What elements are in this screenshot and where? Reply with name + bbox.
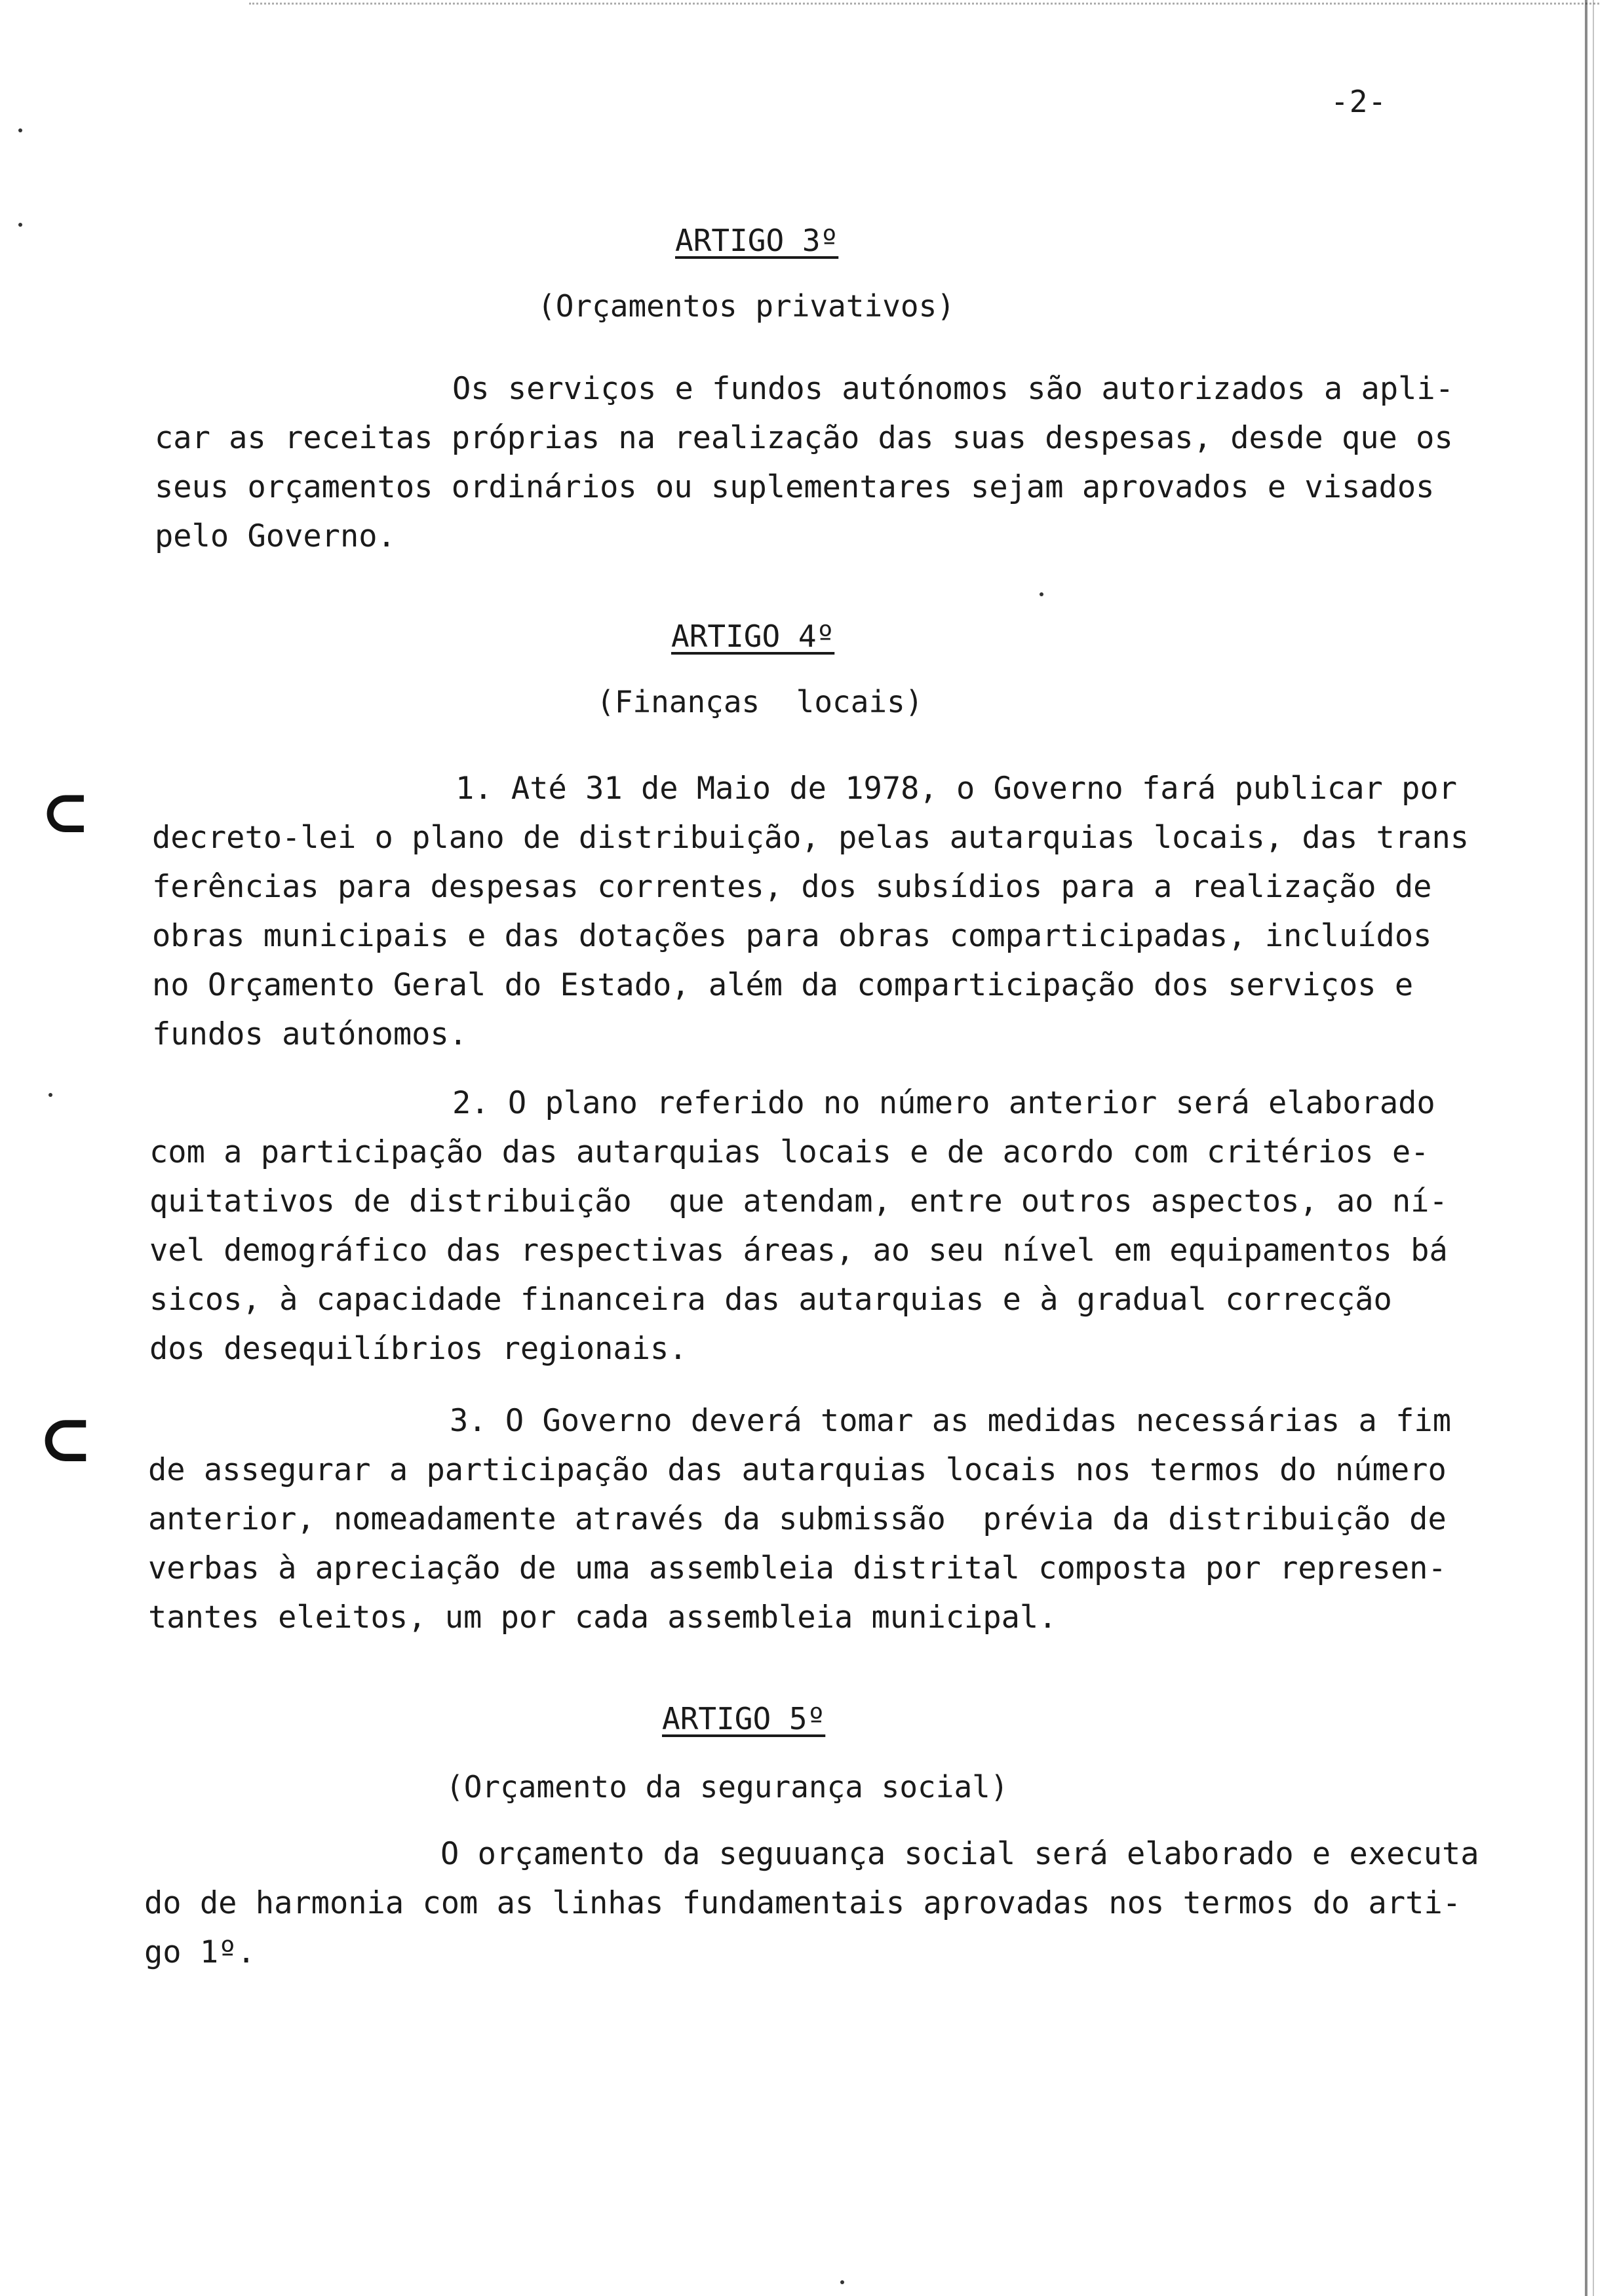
article-4-line: 3. O Governo deverá tomar as medidas necessárias a fim [450,1403,1452,1439]
article-4-line: de assegurar a participação das autarquias locais nos termos do número [148,1452,1447,1488]
article-4-line: tantes eleitos, um por cada assembleia municipal. [148,1599,1057,1636]
article-4-line: obras municipais e das dotações para obras comparticipadas, incluídos [152,918,1432,954]
article-5-line: do de harmonia com as linhas fundamentais aprovadas nos termos do arti- [144,1885,1462,1921]
speck [49,1093,52,1097]
article-4-heading: ARTIGO 4º [671,619,835,654]
article-4-line: anterior, nomeadamente através da submissão prévia da distribuição de [148,1501,1447,1537]
speck [840,2280,844,2284]
article-3-line: car as receitas próprias na realização das suas despesas, desde que os [155,420,1453,456]
scan-edge-line-secondary [1593,0,1594,2296]
article-4-line: 2. O plano referido no número anterior será elaborado [452,1085,1435,1121]
scan-edge-line [1585,0,1587,2296]
article-5-subtitle: (Orçamento da segurança social) [446,1769,1009,1805]
article-4-line: verbas à apreciação de uma assembleia distrital composta por represen- [148,1550,1447,1586]
article-5-line: O orçamento da seguuança social será elaborado e executa [440,1836,1479,1872]
article-4-line: fundos autónomos. [152,1016,468,1052]
article-5-line: go 1º. [144,1934,256,1970]
article-5-heading: ARTIGO 5º [662,1701,826,1736]
article-4-line: quitativos de distribuição que atendam, entre outros aspectos, ao ní- [149,1183,1448,1219]
article-4-line: ferências para despesas correntes, dos subsídios para a realização de [152,869,1432,905]
page-number: -2- [1331,84,1388,119]
scan-top-border [249,3,1599,7]
article-4-line: com a participação das autarquias locais e de acordo com critérios e- [149,1134,1430,1170]
article-3-line: seus orçamentos ordinários ou suplementares sejam aprovados e visados [155,469,1435,505]
speck [18,223,22,227]
article-3-subtitle: (Orçamentos privativos) [537,288,955,324]
binder-hole-mark: ⊂ [41,777,90,847]
article-4-line: dos desequilíbrios regionais. [149,1331,688,1367]
article-3-heading: ARTIGO 3º [675,223,839,258]
article-3-line: Os serviços e fundos autónomos são autorizados a apli- [452,371,1454,407]
article-4-line: sicos, à capacidade financeira das autarquias e à gradual correcção [149,1282,1392,1318]
speck [18,128,22,132]
article-3-line: pelo Governo. [155,518,396,554]
article-4-line: 1. Até 31 de Maio de 1978, o Governo fará publicar por [456,771,1458,807]
article-4-line: no Orçamento Geral do Estado, além da comparticipação dos serviços e [152,967,1414,1003]
speck [1040,592,1043,596]
binder-hole-mark: ⊂ [38,1400,93,1477]
article-4-line: decreto-lei o plano de distribuição, pelas autarquias locais, das trans [152,820,1469,856]
article-4-subtitle: (Finanças locais) [596,684,924,719]
article-4-line: vel demográfico das respectivas áreas, ao seu nível em equipamentos bá [149,1233,1448,1269]
